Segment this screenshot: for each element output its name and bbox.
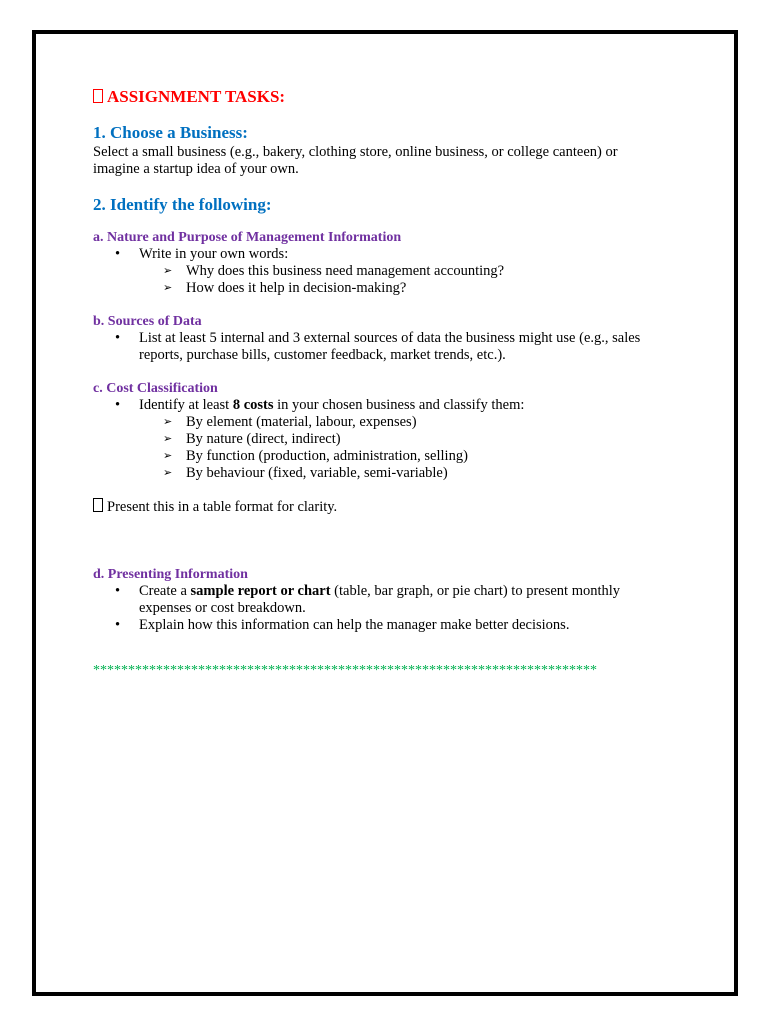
missing-glyph-icon [93, 498, 103, 512]
bullet-icon: • [115, 246, 121, 262]
bullet-icon: • [115, 583, 121, 599]
arrow-bullet-icon: ➢ [163, 416, 173, 428]
part-b-heading: b. Sources of Data [93, 314, 202, 329]
list-item: ➢ By nature (direct, indirect) [163, 431, 341, 447]
separator-line: ************************************************************************ [93, 663, 597, 678]
bullet-icon: • [115, 330, 121, 346]
part-c-sublist [93, 414, 693, 482]
bullet-icon: • [115, 397, 121, 413]
part-d-list [93, 583, 693, 634]
list-item: • List at least 5 internal and 3 external sources of data the business might use (e.g., sales reports, purchase bills, customer feedback, market trends, etc.). [115, 330, 641, 363]
list-item: ➢ By behaviour (fixed, variable, semi-variable) [163, 465, 448, 481]
part-c-list [93, 397, 693, 414]
missing-glyph-icon [93, 89, 103, 103]
document-content [93, 86, 693, 679]
part-a-list [93, 246, 693, 263]
part-a-heading: a. Nature and Purpose of Management Information [93, 230, 402, 245]
arrow-bullet-icon: ➢ [163, 467, 173, 479]
list-item: • Identify at least 8 costs in your chosen business and classify them: [115, 397, 525, 413]
arrow-bullet-icon: ➢ [163, 450, 173, 462]
list-item: • Explain how this information can help the manager make better decisions. [115, 617, 570, 633]
section-1-text: Select a small business (e.g., bakery, clothing store, online business, or college canteen) or imagine a startup idea of your own. [93, 144, 618, 177]
part-c-heading: c. Cost Classification [93, 381, 218, 396]
list-item: • Create a sample report or chart (table, bar graph, or pie chart) to present monthly expenses or cost breakdown. [115, 583, 621, 616]
table-format-note: Present this in a table format for clarity. [93, 498, 693, 516]
section-1-heading: 1. Choose a Business: [93, 123, 248, 142]
part-b-list [93, 330, 693, 364]
list-item: ➢ Why does this business need management accounting? [163, 263, 505, 279]
arrow-bullet-icon: ➢ [163, 265, 173, 277]
part-d-heading: d. Presenting Information [93, 567, 248, 582]
arrow-bullet-icon: ➢ [163, 282, 173, 294]
list-item: ➢ By function (production, administration, selling) [163, 448, 468, 464]
bullet-icon: • [115, 617, 121, 633]
list-item: • Write in your own words: [115, 246, 289, 262]
list-item: ➢ How does it help in decision-making? [163, 280, 407, 296]
arrow-bullet-icon: ➢ [163, 433, 173, 445]
list-item: ➢ By element (material, labour, expenses) [163, 414, 417, 430]
section-2-heading: 2. Identify the following: [93, 195, 272, 214]
part-a-sublist [93, 263, 693, 297]
assignment-title: ASSIGNMENT TASKS: [93, 86, 693, 108]
